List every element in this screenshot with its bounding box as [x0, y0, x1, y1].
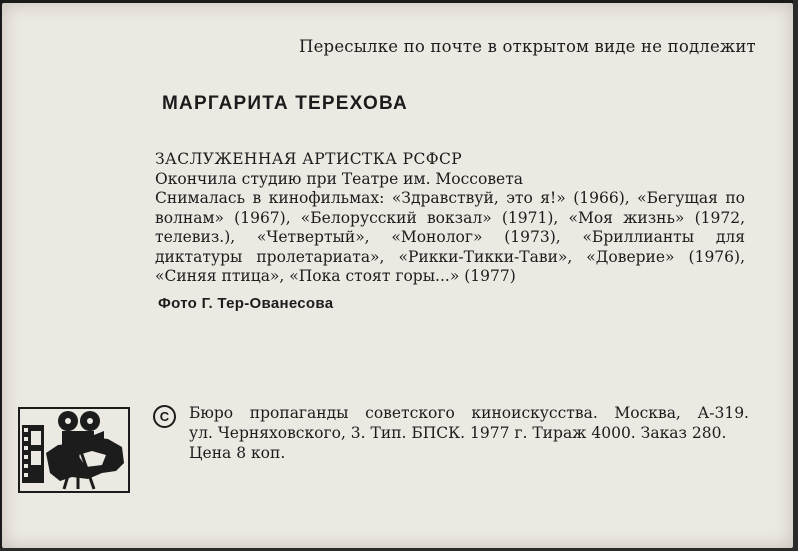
postal-notice: Пересылке по почте в открытом виде не подлежит — [299, 37, 756, 56]
biography-block — [155, 150, 745, 287]
filmography-text: Снималась в кинофильмах: «Здравствуй, это я!» (1966), «Бегущая по волнам» (1967), «Белорусский вокзал» (1971), «Моя жизнь» (1972, телевиз.), «Четвертый», «Монолог» (1973), «Бриллианты для диктатуры пролетариата», «Рикки-Тикки-Тави», «Доверие» (1976), «Синяя птица», «Пока стоят горы...» (1977) — [155, 189, 745, 285]
film-camera-map-logo-icon — [18, 407, 130, 493]
card-edge-right — [793, 0, 798, 551]
publisher-line-2: ул. Черняховского, 3. Тип. БПСК. 1977 г. Тираж 4000. Заказ 280. — [189, 424, 727, 442]
honorary-title: ЗАСЛУЖЕННАЯ АРТИСТКА РСФСР — [155, 150, 463, 168]
copyright-icon: C — [153, 405, 176, 428]
actress-name: МАРГАРИТА ТЕРЕХОВА — [162, 93, 408, 114]
price-line: Цена 8 коп. — [189, 444, 286, 462]
publisher-line-1: Бюро пропаганды советского киноискусства. Москва, А-319. — [189, 404, 749, 422]
publisher-block — [189, 403, 749, 463]
photo-credit: Фото Г. Тер-Ованесова — [158, 295, 334, 312]
education-line: Окончила студию при Театре им. Моссовета — [155, 169, 524, 188]
postcard — [2, 3, 793, 548]
